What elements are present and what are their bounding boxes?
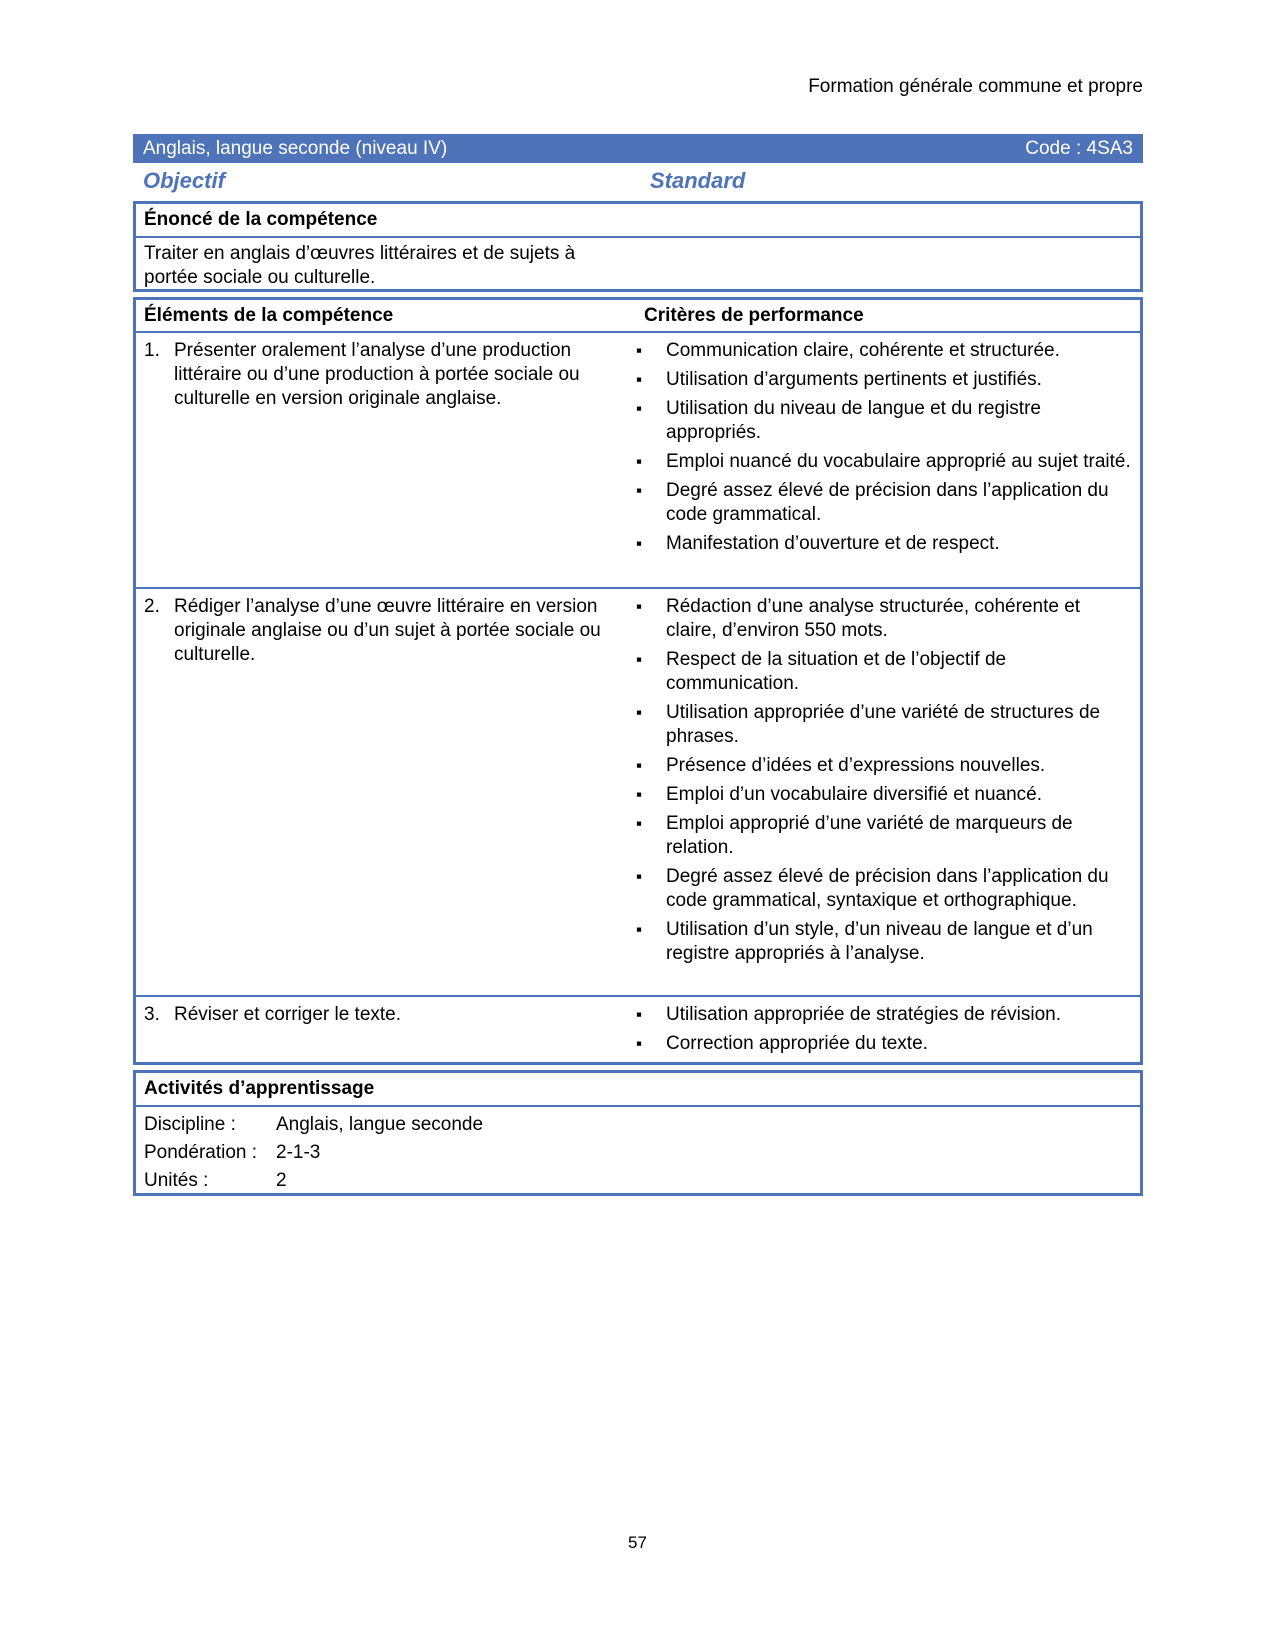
bullet-icon: ▪ — [636, 1034, 643, 1053]
criterion-item — [636, 648, 1132, 696]
ponderation-line — [136, 1139, 1140, 1167]
criterion-item — [636, 397, 1132, 445]
criterion-text: Utilisation appropriée de stratégies de révision. — [666, 1004, 1061, 1025]
criterion-item — [636, 450, 1132, 474]
element-row — [136, 333, 1140, 589]
discipline-label: Discipline : — [144, 1114, 236, 1135]
element-number: 1. — [144, 340, 160, 361]
criterion-text: Correction appropriée du texte. — [666, 1033, 928, 1054]
criterion-text: Utilisation d’un style, d’un niveau de langue et d’un registre appropriés à l’analyse. — [666, 919, 1093, 964]
enonce-box — [133, 201, 1143, 292]
page-number: 57 — [628, 1533, 647, 1552]
criterion-item — [636, 918, 1132, 966]
criterion-item — [636, 865, 1132, 913]
criterion-text: Utilisation du niveau de langue et du registre appropriés. — [666, 398, 1041, 443]
bullet-icon: ▪ — [636, 481, 643, 500]
bullet-icon: ▪ — [636, 534, 643, 553]
criterion-item — [636, 812, 1132, 860]
discipline-value: Anglais, langue seconde — [276, 1114, 484, 1135]
element-row — [136, 589, 1140, 997]
criterion-text: Utilisation d’arguments pertinents et justifiés. — [666, 369, 1042, 390]
bullet-icon: ▪ — [636, 650, 643, 669]
criterion-item — [636, 783, 1132, 807]
section-subheads — [143, 168, 1133, 196]
bullet-icon: ▪ — [636, 597, 643, 616]
criteria-column-title: Critères de performance — [644, 304, 864, 326]
program-header: Formation générale commune et propre — [808, 76, 1143, 97]
unites-value: 2 — [276, 1170, 287, 1191]
criterion-item — [636, 754, 1132, 778]
criterion-text: Degré assez élevé de précision dans l’application du code grammatical. — [666, 480, 1109, 525]
elements-table — [133, 297, 1143, 1065]
criterion-text: Manifestation d’ouverture et de respect. — [666, 533, 1000, 554]
element-number: 2. — [144, 596, 160, 617]
element-text: Rédiger l’analyse d’une œuvre littéraire en version originale anglaise ou d’un sujet à portée sociale ou culturelle. — [174, 596, 601, 665]
criteria-cell — [636, 997, 1140, 1067]
criterion-item — [636, 701, 1132, 749]
criterion-item — [636, 595, 1132, 643]
objective-heading: Objectif — [143, 168, 225, 193]
criterion-text: Emploi nuancé du vocabulaire approprié au sujet traité. — [666, 451, 1131, 472]
activites-box — [133, 1070, 1143, 1196]
criterion-text: Degré assez élevé de précision dans l’application du code grammatical, syntaxique et orthographique. — [666, 866, 1109, 911]
element-cell — [136, 997, 636, 1067]
criterion-text: Utilisation appropriée d’une variété de structures de phrases. — [666, 702, 1101, 747]
bullet-icon: ▪ — [636, 703, 643, 722]
criterion-text: Emploi d’un vocabulaire diversifié et nuancé. — [666, 784, 1042, 805]
criterion-item — [636, 368, 1132, 392]
element-cell — [136, 333, 636, 587]
bullet-icon: ▪ — [636, 785, 643, 804]
standard-heading: Standard — [650, 168, 746, 193]
bullet-icon: ▪ — [636, 814, 643, 833]
course-bar — [133, 134, 1143, 163]
criterion-text: Communication claire, cohérente et structurée. — [666, 340, 1060, 361]
course-code: Code : 4SA3 — [1025, 137, 1133, 159]
criterion-item — [636, 1032, 1132, 1056]
criterion-item — [636, 479, 1132, 527]
element-text: Réviser et corriger le texte. — [174, 1004, 402, 1025]
activites-title: Activités d’apprentissage — [136, 1073, 1140, 1107]
criteria-cell — [636, 333, 1140, 587]
criterion-text: Présence d’idées et d’expressions nouvelles. — [666, 755, 1046, 776]
element-row — [136, 997, 1140, 1067]
elements-header-row — [136, 300, 1140, 333]
activites-details — [136, 1107, 1140, 1195]
bullet-icon: ▪ — [636, 756, 643, 775]
element-number: 3. — [144, 1004, 160, 1025]
unites-label: Unités : — [144, 1170, 209, 1191]
bullet-icon: ▪ — [636, 370, 643, 389]
criterion-text: Emploi approprié d’une variété de marqueurs de relation. — [666, 813, 1073, 858]
bullet-icon: ▪ — [636, 452, 643, 471]
course-title: Anglais, langue seconde (niveau IV) — [143, 137, 448, 159]
bullet-icon: ▪ — [636, 341, 643, 360]
enonce-title: Énoncé de la compétence — [136, 204, 1140, 238]
unites-line — [136, 1167, 1140, 1195]
criterion-text: Rédaction d’une analyse structurée, cohérente et claire, d’environ 550 mots. — [666, 596, 1081, 641]
criterion-item — [636, 1003, 1132, 1027]
criterion-text: Respect de la situation et de l’objectif de communication. — [666, 649, 1007, 694]
criteria-cell — [636, 589, 1140, 995]
ponderation-label: Pondération : — [144, 1142, 258, 1163]
elements-column-title: Éléments de la compétence — [144, 304, 394, 326]
criterion-item — [636, 532, 1132, 556]
element-cell — [136, 589, 636, 995]
element-text: Présenter oralement l’analyse d’une production littéraire ou d’une production à portée sociale ou culturelle en version originale anglaise. — [174, 340, 580, 409]
discipline-line — [136, 1111, 1140, 1139]
ponderation-value: 2-1-3 — [276, 1142, 321, 1163]
bullet-icon: ▪ — [636, 399, 643, 418]
bullet-icon: ▪ — [636, 867, 643, 886]
bullet-icon: ▪ — [636, 1005, 643, 1024]
bullet-icon: ▪ — [636, 920, 643, 939]
enonce-text: Traiter en anglais d’œuvres littéraires et de sujets à portée sociale ou culturelle. — [144, 243, 576, 288]
criterion-item — [636, 339, 1132, 363]
